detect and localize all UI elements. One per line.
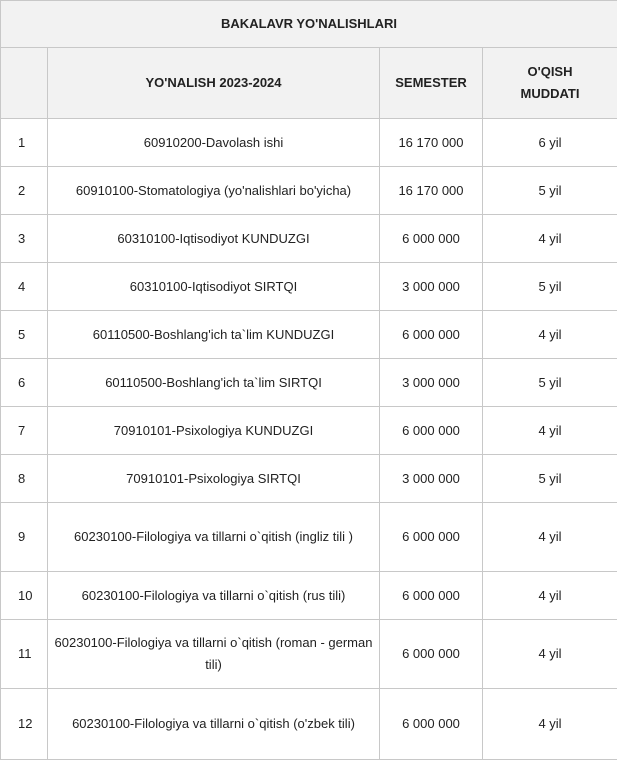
row-semester: 6 000 000 (380, 311, 483, 359)
table-title-row (1, 1, 617, 48)
row-num: 4 (1, 263, 48, 311)
table-row (1, 359, 617, 407)
row-num: 2 (1, 167, 48, 215)
header-num (1, 48, 48, 119)
row-semester: 3 000 000 (380, 359, 483, 407)
row-duration: 4 yil (483, 311, 617, 359)
table-row (1, 263, 617, 311)
row-num: 8 (1, 455, 48, 503)
table-row (1, 503, 617, 572)
row-num: 11 (1, 620, 48, 689)
row-duration: 6 yil (483, 119, 617, 167)
table-row (1, 407, 617, 455)
row-duration: 4 yil (483, 572, 617, 620)
row-duration: 5 yil (483, 167, 617, 215)
row-num: 10 (1, 572, 48, 620)
row-num: 7 (1, 407, 48, 455)
header-semester: SEMESTER (380, 48, 483, 119)
row-direction: 70910101-Psixologiya KUNDUZGI (48, 407, 380, 455)
header-direction: YO'NALISH 2023-2024 (48, 48, 380, 119)
row-num: 12 (1, 689, 48, 760)
table-row (1, 215, 617, 263)
header-duration (483, 48, 617, 119)
row-semester: 3 000 000 (380, 455, 483, 503)
row-semester: 6 000 000 (380, 503, 483, 572)
row-semester: 6 000 000 (380, 620, 483, 689)
row-duration: 4 yil (483, 689, 617, 760)
row-semester: 16 170 000 (380, 167, 483, 215)
row-direction: 60230100-Filologiya va tillarni o`qitish (o'zbek tili) (48, 689, 380, 760)
row-duration: 4 yil (483, 407, 617, 455)
row-direction: 60230100-Filologiya va tillarni o`qitish (ingliz tili ) (48, 503, 380, 572)
row-duration: 4 yil (483, 620, 617, 689)
table-row (1, 311, 617, 359)
row-semester: 6 000 000 (380, 215, 483, 263)
row-num: 3 (1, 215, 48, 263)
row-duration: 4 yil (483, 503, 617, 572)
row-direction: 60110500-Boshlang'ich ta`lim KUNDUZGI (48, 311, 380, 359)
table-row (1, 620, 617, 689)
row-direction: 60310100-Iqtisodiyot KUNDUZGI (48, 215, 380, 263)
row-duration: 5 yil (483, 455, 617, 503)
row-direction: 70910101-Psixologiya SIRTQI (48, 455, 380, 503)
table-title: BAKALAVR YO'NALISHLARI (1, 1, 617, 48)
table-row (1, 572, 617, 620)
row-direction: 60310100-Iqtisodiyot SIRTQI (48, 263, 380, 311)
row-direction: 60110500-Boshlang'ich ta`lim SIRTQI (48, 359, 380, 407)
row-num: 9 (1, 503, 48, 572)
row-semester: 6 000 000 (380, 407, 483, 455)
row-direction: 60230100-Filologiya va tillarni o`qitish (roman - german tili) (48, 620, 380, 689)
table-row (1, 167, 617, 215)
row-num: 1 (1, 119, 48, 167)
row-direction: 60230100-Filologiya va tillarni o`qitish (rus tili) (48, 572, 380, 620)
row-duration: 5 yil (483, 263, 617, 311)
row-num: 6 (1, 359, 48, 407)
row-direction: 60910100-Stomatologiya (yo'nalishlari bo'yicha) (48, 167, 380, 215)
table-row (1, 689, 617, 760)
row-semester: 6 000 000 (380, 572, 483, 620)
row-semester: 16 170 000 (380, 119, 483, 167)
table-header-row (1, 48, 617, 119)
row-duration: 4 yil (483, 215, 617, 263)
row-semester: 3 000 000 (380, 263, 483, 311)
row-semester: 6 000 000 (380, 689, 483, 760)
row-num: 5 (1, 311, 48, 359)
table-row (1, 455, 617, 503)
row-duration: 5 yil (483, 359, 617, 407)
header-duration-label: O'QISH MUDDATI (520, 64, 580, 101)
table-row (1, 119, 617, 167)
row-direction: 60910200-Davolash ishi (48, 119, 380, 167)
